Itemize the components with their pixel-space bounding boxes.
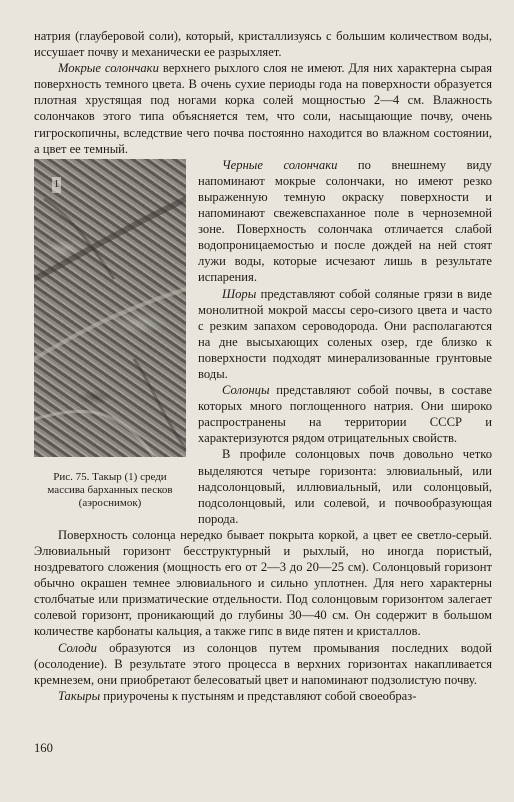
aerial-photo-takyr <box>34 159 186 457</box>
term-solontsy: Солонцы <box>222 383 270 398</box>
paragraph-text: приурочены к пустыням и представляют собой своеобраз- <box>100 688 417 703</box>
term-solodi: Солоди <box>58 640 97 655</box>
paragraph-solodi <box>34 640 492 688</box>
figure-75 <box>34 159 186 510</box>
photo-texture <box>34 159 186 457</box>
term-takyry: Такыры <box>58 688 101 703</box>
paragraph-continued: натрия (глауберовой соли), который, кристаллизуясь с большим количеством воды, иссушает почву и механически ее разрыхляет. <box>34 29 492 60</box>
paragraph-wet-solonchaks <box>34 60 492 157</box>
figure-marker: 1 <box>52 177 61 193</box>
term-wet-solonchaks: Мокрые солончаки <box>58 61 159 76</box>
figure-caption: Рис. 75. Такыр (1) среди массива барханных песков (аэроснимок) <box>47 470 173 509</box>
paragraph-text: образуются из солонцов путем промывания последних водой (осолодение). В результате этого процесса в верхних горизонтах накапливается кремнезем, они приобретают белесоватый цвет и напоминают подзолистую почву. <box>34 640 492 687</box>
paragraph-takyry <box>34 688 492 704</box>
paragraph-text: верхнего рыхлого слоя не имеют. Для них характерна сырая поверхность темного цвета. В очень сухие периоды года на поверхности образуется плотная хрустящая под ногами корка солей мощностью 2—4 см. Влажность солончаков этого типа объясняется тем, что соли, насыщающие почву, очень гигроскопичны, вследствие чего почва постоянно находится во влажном состоянии, а цвет ее темный. <box>34 61 492 156</box>
term-shory: Шоры <box>222 286 257 301</box>
term-black-solonchaks: Черные солончаки <box>222 157 338 172</box>
paragraph-text: представляют собой соляные грязи в виде монолитной мокрой массы серо-сизого цвета и часто с резким запахом сероводорода. Они располагаются на дне высыхающих соленых озер, где близко к поверхности подходят минерализованные грунтовые воды. <box>198 286 492 381</box>
page-number: 160 <box>34 741 53 755</box>
paragraph-text: представляют собой почвы, в составе которых много поглощенного натрия. Они широко распространены на территории СССР и характеризуются рядом отрицательных свойств. <box>198 383 492 446</box>
paragraph-profile: В профиле солонцовых почв довольно четко выделяются четыре горизонта: элювиальный, или надсолонцовый, иллювиальный, или солонцовый, подсолонцовый, или солевой, и почвообразующая порода. <box>198 447 492 526</box>
paragraph-surface: Поверхность солонца нередко бывает покрыта коркой, а цвет ее светло-серый. Элювиальный горизонт бесструктурный и рыхлый, но иногда пористый, ноздреватого сложения (мощность его от 2—3 до 20—25 см). Солонцовый горизонт обычно окрашен темнее элювиального и сильно уплотнен. Для него характерны столбчатые или призматические отдельности. Под солонцовым горизонтом залегает солевой горизонт, проникающий до глубины 30—40 см. Он содержит в большом количестве карбонаты кальция, а также гипс в виде пятен и кристаллов. <box>34 527 492 639</box>
paragraph-text: по внешнему виду напоминают мокрые солончаки, но имеют резко выраженную темную окраску поверхности и напоминают свежевспаханное поле в черноземной зоне. Поверхность солончака отличается слабой водопроницаемостью и после дождей на ней стоят лужи воды, которые исчезают лишь в результате испарения. <box>198 157 492 285</box>
